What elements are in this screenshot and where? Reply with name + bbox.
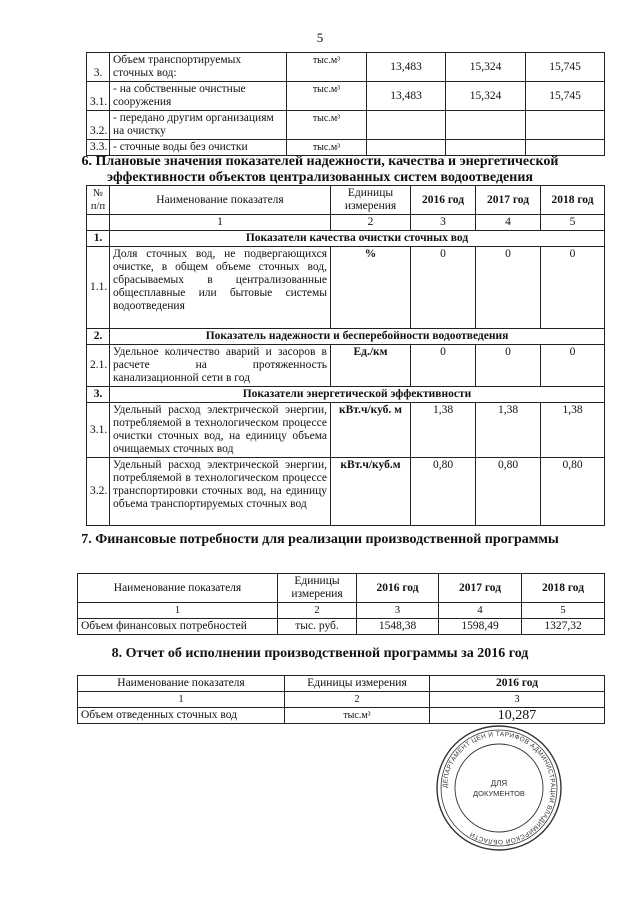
- index-cell: 5: [541, 215, 605, 231]
- stamp-center-line2: ДОКУМЕНТОВ: [473, 789, 525, 798]
- index-cell: 2: [331, 215, 411, 231]
- group-title: Показатели качества очистки сточных вод: [110, 231, 605, 247]
- value-2018: 0: [541, 247, 605, 329]
- header-2018: 2018 год: [522, 574, 605, 603]
- table-row: [78, 708, 605, 724]
- row-name: - передано другим организациям на очистку: [110, 111, 287, 140]
- table-row: [87, 458, 605, 526]
- row-number: 3.1.: [87, 82, 110, 111]
- value-2017: 1598,49: [439, 619, 522, 635]
- indicators-table: [86, 185, 605, 526]
- index-cell-blank: [87, 215, 110, 231]
- row-number: 3.2.: [87, 111, 110, 140]
- index-cell: 3: [430, 692, 605, 708]
- header-num: № п/п: [87, 186, 110, 215]
- value-2018: 0,80: [541, 458, 605, 526]
- row-number: 3.3.: [87, 140, 110, 156]
- header-unit: Единицы измерения: [278, 574, 357, 603]
- table-row: [87, 345, 605, 387]
- value-2017: 0: [476, 247, 541, 329]
- group-row: [87, 387, 605, 403]
- index-cell: 3: [411, 215, 476, 231]
- index-cell: 3: [357, 603, 439, 619]
- row-unit: тыс.м³: [287, 82, 367, 111]
- index-cell: 2: [278, 603, 357, 619]
- execution-report-table: [77, 675, 605, 724]
- row-name: Объем отведенных сточных вод: [78, 708, 285, 724]
- header-2016: 2016 год: [411, 186, 476, 215]
- value-2016: 10,287: [430, 708, 605, 724]
- value-2016: 0,80: [411, 458, 476, 526]
- row-unit: тыс.м³: [287, 140, 367, 156]
- value-2017: 1,38: [476, 403, 541, 458]
- value-2018: 1327,32: [522, 619, 605, 635]
- table-row: [87, 403, 605, 458]
- group-row: [87, 329, 605, 345]
- index-cell: 1: [110, 215, 331, 231]
- stamp-ring-textpath: ДЕПАРТАМЕНТ ЦЕН И ТАРИФОВ АДМИНИСТРАЦИИ ВЛАДИМИРСКОЙ ОБЛАСТИ: [441, 730, 557, 846]
- value-2018: 15,745: [526, 82, 605, 111]
- index-cell: 1: [78, 603, 278, 619]
- table-row: [87, 82, 605, 111]
- index-row: [78, 603, 605, 619]
- header-row: [78, 574, 605, 603]
- section7-title: 7. Финансовые потребности для реализации производственной программы: [81, 532, 559, 547]
- index-cell: 4: [476, 215, 541, 231]
- row-name: - сточные воды без очистки: [110, 140, 287, 156]
- index-row: [78, 692, 605, 708]
- value-2018: 15,745: [526, 53, 605, 82]
- header-2017: 2017 год: [476, 186, 541, 215]
- value-2017: 15,324: [446, 53, 526, 82]
- row-unit: кВт.ч/куб.м: [331, 458, 411, 526]
- table-row: [87, 111, 605, 140]
- group-number: 1.: [87, 231, 110, 247]
- row-number: 3.: [87, 53, 110, 82]
- value-2016: 13,483: [367, 53, 446, 82]
- row-unit: тыс.м³: [285, 708, 430, 724]
- value-2017: [446, 111, 526, 140]
- header-name: Наименование показателя: [78, 676, 285, 692]
- page-number: 5: [316, 30, 324, 45]
- value-2016: 13,483: [367, 82, 446, 111]
- official-stamp: [434, 723, 564, 853]
- row-name: Объем транспортируемых сточных вод:: [110, 53, 287, 82]
- group-number: 2.: [87, 329, 110, 345]
- row-number: 3.2.: [87, 458, 110, 526]
- header-2018: 2018 год: [541, 186, 605, 215]
- row-name: Удельный расход электрической энергии, потребляемой в технологическом процессе транспортировки сточных вод, на единицу объема транспортируемых сточных вод: [110, 458, 331, 526]
- section8-title: 8. Отчет об исполнении производственной программы за 2016 год: [111, 646, 529, 661]
- table-row: [87, 53, 605, 82]
- header-name: Наименование показателя: [78, 574, 278, 603]
- row-unit: %: [331, 247, 411, 329]
- row-name: Объем финансовых потребностей: [78, 619, 278, 635]
- transported-volume-table: [86, 52, 605, 156]
- value-2017: 0: [476, 345, 541, 387]
- index-cell: 2: [285, 692, 430, 708]
- index-cell: 4: [439, 603, 522, 619]
- row-unit: тыс.м³: [287, 53, 367, 82]
- group-title: Показатели энергетической эффективности: [110, 387, 605, 403]
- table-row: [87, 247, 605, 329]
- value-2016: 0: [411, 247, 476, 329]
- header-row: [78, 676, 605, 692]
- value-2017: 0,80: [476, 458, 541, 526]
- row-unit: тыс. руб.: [278, 619, 357, 635]
- row-name: Удельное количество аварий и засоров в расчете на протяженность канализационной сети в год: [110, 345, 331, 387]
- row-name: - на собственные очистные сооружения: [110, 82, 287, 111]
- row-unit: Ед./км: [331, 345, 411, 387]
- stamp-middle-ring: [441, 730, 557, 846]
- section6-title: 6. Плановые значения показателей надежности, качества и энергетической эффективности объектов централизованных систем водоотведения: [81, 154, 559, 185]
- row-unit: тыс.м³: [287, 111, 367, 140]
- header-name: Наименование показателя: [110, 186, 331, 215]
- row-number: 2.1.: [87, 345, 110, 387]
- header-2017: 2017 год: [439, 574, 522, 603]
- group-row: [87, 231, 605, 247]
- stamp-outer-ring: [437, 726, 561, 850]
- row-number: 3.1.: [87, 403, 110, 458]
- row-number: 1.1.: [87, 247, 110, 329]
- header-row: [87, 186, 605, 215]
- index-row: [87, 215, 605, 231]
- value-2016: 1548,38: [357, 619, 439, 635]
- stamp-inner-ring: [455, 744, 543, 832]
- header-2016: 2016 год: [357, 574, 439, 603]
- row-unit: кВт.ч/куб. м: [331, 403, 411, 458]
- value-2016: 1,38: [411, 403, 476, 458]
- group-number: 3.: [87, 387, 110, 403]
- financial-needs-table: [77, 573, 605, 635]
- row-name: Удельный расход электрической энергии, потребляемой в технологическом процессе очистки сточных вод, на единицу объема очищаемых сточных вод: [110, 403, 331, 458]
- index-cell: 1: [78, 692, 285, 708]
- stamp-center-line1: ДЛЯ: [490, 779, 508, 788]
- value-2017: 15,324: [446, 82, 526, 111]
- group-title: Показатель надежности и бесперебойности водоотведения: [110, 329, 605, 345]
- value-2018: [526, 111, 605, 140]
- header-2016: 2016 год: [430, 676, 605, 692]
- value-2016: 0: [411, 345, 476, 387]
- header-unit: Единицы измерения: [285, 676, 430, 692]
- row-name: Доля сточных вод, не подвергающихся очистке, в общем объеме сточных вод, сбрасываемых в централизованные общесплавные или бытовые системы водоотведения: [110, 247, 331, 329]
- table-row: [78, 619, 605, 635]
- value-2018: 1,38: [541, 403, 605, 458]
- header-unit: Единицы измерения: [331, 186, 411, 215]
- index-cell: 5: [522, 603, 605, 619]
- value-2018: 0: [541, 345, 605, 387]
- value-2016: [367, 111, 446, 140]
